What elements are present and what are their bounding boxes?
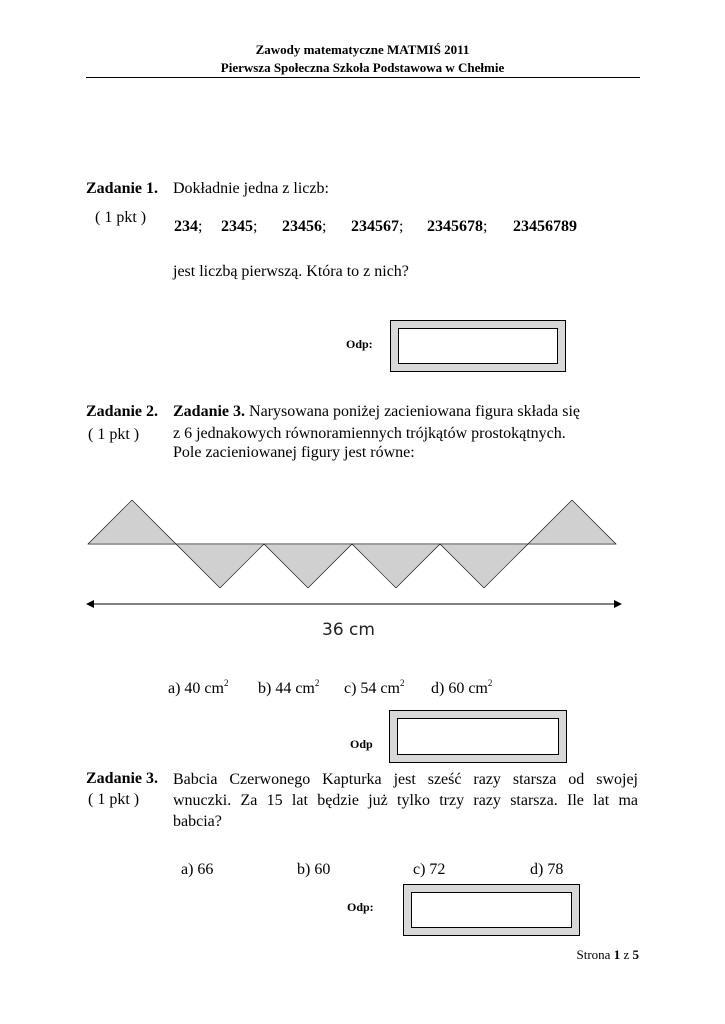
answer-field[interactable] <box>411 892 572 928</box>
page-word: Strona <box>576 947 611 962</box>
task3-label: Zadanie 3. <box>86 770 159 787</box>
task1-answer-label: Odp: <box>346 337 373 351</box>
task1-number: 2345 <box>221 218 253 235</box>
of-word: z <box>623 947 630 962</box>
superscript: 2 <box>487 678 493 688</box>
page-number <box>577 947 639 963</box>
task3-answer-box[interactable] <box>403 884 580 936</box>
header-line-2: Pierwsza Społeczna Szkoła Podstawowa w Chełmie <box>220 60 505 75</box>
shaded-triangle-up <box>528 500 616 544</box>
option-text: a) 40 cm <box>168 680 224 697</box>
task3-option-d: d) 78 <box>530 861 564 878</box>
task3-option-b: b) 60 <box>297 861 331 878</box>
task2-line-2: z 6 jednakowych równoramiennych trójkątów prostokątnych. <box>173 425 566 442</box>
task2-option-c <box>344 680 404 698</box>
answer-field[interactable] <box>398 328 558 364</box>
task1-number-list <box>427 218 487 236</box>
superscript: 2 <box>399 678 405 688</box>
task1-answer-box[interactable] <box>390 320 566 372</box>
page-total: 5 <box>632 947 639 962</box>
task2-line-1 <box>173 403 580 421</box>
task2-option-b <box>258 680 319 698</box>
task2-line-3: Pole zacieniowanej figury jest równe: <box>173 444 415 461</box>
task1-number-list <box>174 218 202 236</box>
task1-intro: Dokładnie jedna z liczb: <box>173 180 329 197</box>
shaded-triangle-up <box>88 500 176 544</box>
task2-answer-label: Odp <box>350 737 373 751</box>
task1-number: 234567 <box>351 218 399 235</box>
task2-option-d <box>431 680 492 698</box>
shaded-triangle-down <box>352 544 440 588</box>
superscript: 2 <box>223 678 229 688</box>
task3-option-c: c) 72 <box>413 861 446 878</box>
shaded-triangle-down <box>440 544 528 588</box>
task1-number-list <box>513 218 577 236</box>
arrow-right-icon <box>614 600 622 608</box>
task1-number: 23456789 <box>513 218 577 235</box>
task2-label: Zadanie 2. <box>86 403 159 420</box>
header-rule <box>86 77 640 78</box>
option-text: b) 44 cm <box>258 680 315 697</box>
shaded-triangle-down <box>264 544 352 588</box>
task3-text <box>173 769 638 832</box>
task1-question: jest liczbą pierwszą. Która to z nich? <box>173 263 409 280</box>
task1-number: 2345678 <box>427 218 483 235</box>
task3-option-a: a) 66 <box>181 861 214 878</box>
superscript: 2 <box>314 678 320 688</box>
task3-line: wnuczki. Za 15 lat będzie już tylko trzy razy starsza. Ile lat ma <box>173 792 638 809</box>
option-text: d) 60 cm <box>431 680 488 697</box>
task2-option-a <box>168 680 228 698</box>
option-text: c) 54 cm <box>344 680 400 697</box>
task1-number: 234 <box>174 218 198 235</box>
page-current: 1 <box>613 947 621 962</box>
task1-points: ( 1 pkt ) <box>95 209 147 226</box>
task2-text: Narysowana poniżej zacieniowana figura składa się <box>249 403 580 420</box>
task2-points: ( 1 pkt ) <box>88 426 140 443</box>
answer-field[interactable] <box>397 718 559 755</box>
task1-separator: ; <box>198 218 203 235</box>
task1-separator: ; <box>322 218 327 235</box>
task3-line: Babcia Czerwonego Kapturka jest sześć razy starsza od swojej <box>173 771 638 788</box>
task1-separator: ; <box>399 218 404 235</box>
dimension-label: 36 cm <box>322 620 375 640</box>
task1-number: 23456 <box>282 218 322 235</box>
task1-separator: ; <box>253 218 258 235</box>
task3-line: babcia? <box>173 813 222 830</box>
header-line-1: Zawody matematyczne MATMIŚ 2011 <box>255 42 470 57</box>
task2-answer-box[interactable] <box>389 710 567 763</box>
task2-inner-label: Zadanie 3. <box>173 403 246 420</box>
task1-separator: ; <box>483 218 488 235</box>
shaded-triangle-down <box>176 544 264 588</box>
task1-number-list <box>282 218 326 236</box>
task3-points: ( 1 pkt ) <box>88 791 140 808</box>
task1-number-list <box>221 218 257 236</box>
task1-label: Zadanie 1. <box>86 180 159 197</box>
task1-number-list <box>351 218 403 236</box>
arrow-left-icon <box>86 600 94 608</box>
task3-answer-label: Odp: <box>347 900 374 914</box>
